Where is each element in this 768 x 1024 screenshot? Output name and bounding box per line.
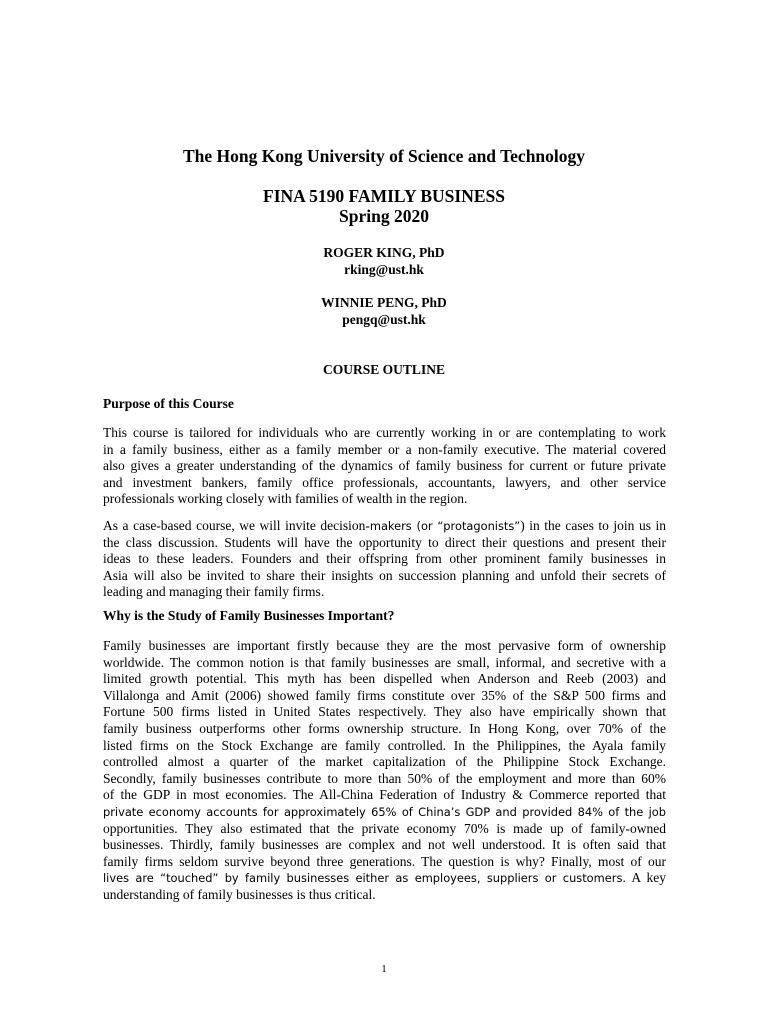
text-line: leading and managing their family firms. [103,584,325,600]
text-line: limited growth potential. This myth has been dispelled when Anderson and Reeb (2003) and [103,671,666,687]
text-line: Family businesses are important firstly because they are the most pervasive form of ownership [103,638,666,653]
text-line: also gives a greater understanding of the dynamics of family business for current or future private [103,458,666,474]
text-line: family firms seldom survive beyond three generations. The question is why? Finally, most of our [103,853,666,869]
section-heading-purpose: Purpose of this Course [103,396,234,411]
course-term: Spring 2020 [339,206,429,226]
text-line: opportunities. They also estimated that the private economy 70% is made up of family-owned [103,820,666,836]
text-line: and investment bankers, family office professionals, accountants, lawyers, and other service [103,474,666,490]
text-line: Secondly, family businesses contribute to more than 50% of the employment and more than 60% [103,770,666,786]
text-line-sans: private economy accounts for approximately 65% of China’s GDP and provided 84% of the job [103,804,666,819]
text-line: family business outperforms other forms ownership structure. In Hong Kong, over 70% of the [103,720,666,736]
text-line: ideas to these leaders. Founders and their offspring from other prominent family businesses in [103,551,666,567]
text-line: Villalonga and Amit (2006) showed family firms constitute over 35% of the S&P 500 firms and [103,687,666,703]
importance-paragraph [103,638,666,904]
text-line: worldwide. The common notion is that family businesses are small, informal, and secretive with a [103,654,666,670]
course-outline-title: COURSE OUTLINE [323,362,445,377]
instructor-name-1: ROGER KING, PhD [323,245,445,260]
text-segment-sans: makers (or “protagonists” [369,519,521,533]
text-line: in a family business, either as a family member or a non-family executive. The material covered [103,441,666,457]
instructor-name-2: WINNIE PENG, PhD [321,295,447,310]
text-line: professionals working closely with families of wealth in the region. [103,491,468,507]
purpose-paragraph-1 [103,425,666,508]
text-line [103,870,666,887]
text-line [103,518,666,535]
text-segment-sans: lives are “touched” by family businesses either as employees, suppliers or customers. [103,871,626,886]
instructor-email-1: rking@ust.hk [344,262,424,277]
page-number: 1 [381,963,387,975]
section-heading-importance: Why is the Study of Family Businesses Important? [103,608,395,623]
instructor-email-2: pengq@ust.hk [342,312,426,327]
text-line: the class discussion. Students will have the opportunity to direct their questions and present their [103,534,666,550]
text-line: This course is tailored for individuals who are currently working in or are contemplating to work [103,425,666,440]
text-segment: As a case-based course, we will invite decision- [103,518,370,533]
university-title: The Hong Kong University of Science and Technology [182,146,586,166]
purpose-paragraph-2 [103,518,666,601]
text-line: understanding of family businesses is thus critical. [103,886,376,902]
text-line: Asia will also be invited to share their insights on succession planning and unfold their secrets of [103,567,666,583]
course-title: FINA 5190 FAMILY BUSINESS [263,186,505,206]
text-line: businesses. Thirdly, family businesses are complex and not well understood. It is often said that [103,837,666,853]
text-line: Fortune 500 firms listed in United States respectively. They also have empirically shown that [103,704,666,720]
text-line: of the GDP in most economies. The All-China Federation of Industry & Commerce reported that [103,787,666,803]
text-line: listed firms on the Stock Exchange are family controlled. In the Philippines, the Ayala family [103,737,666,753]
text-segment: ) in the cases to join us in [520,518,666,533]
text-segment: A key [626,870,666,886]
text-line: controlled almost a quarter of the market capitalization of the Philippine Stock Exchange. [103,754,666,770]
